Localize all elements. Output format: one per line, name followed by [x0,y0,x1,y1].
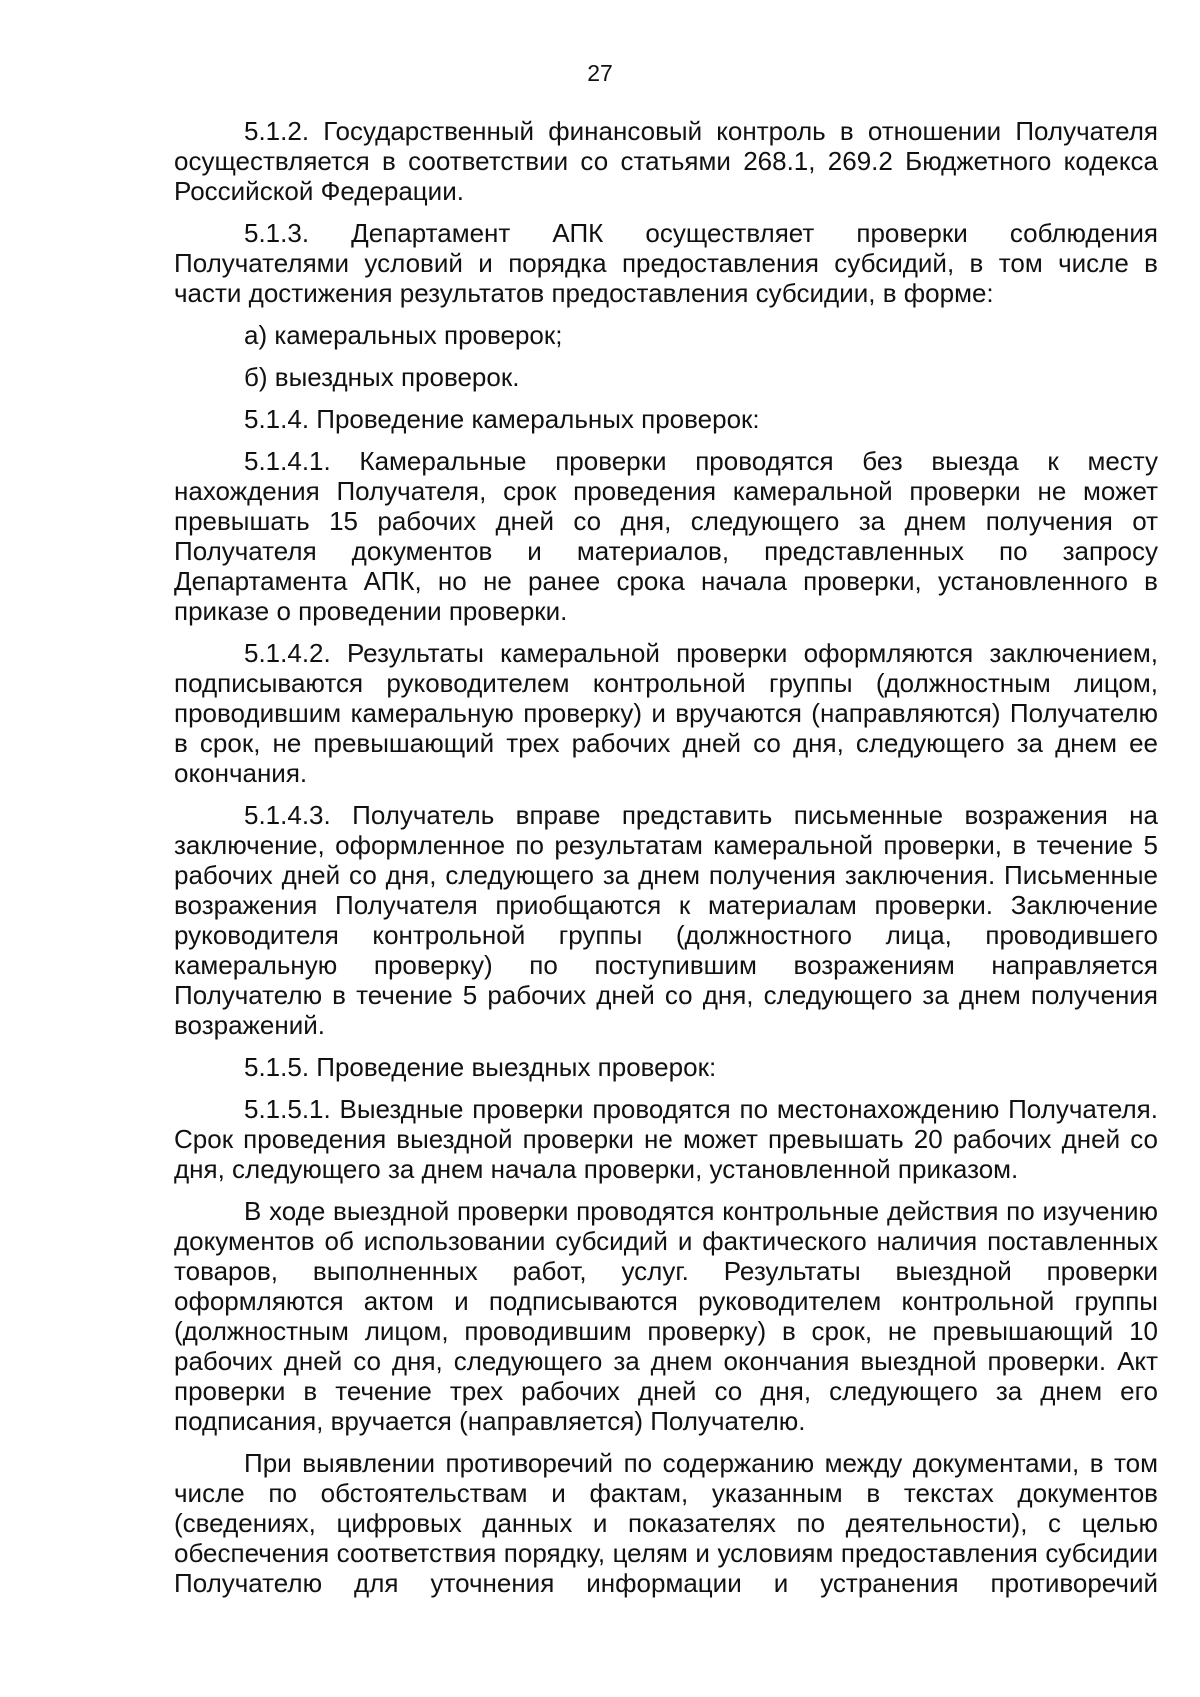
paragraph-5-1-3: 5.1.3. Департамент АПК осуществляет проверки соблюдения Получателями условий и порядка предоставления субсидий, в том числе в части достижения результатов предоставления субсидии, в форме: [174,218,1158,308]
page-number: 27 [587,60,613,86]
list-item-b: б) выездных проверок. [244,362,520,392]
paragraph-contradictions: При выявлении противоречий по содержанию между документами, в том числе по обстоятельствам и фактам, указанным в текстах документов (сведениях, цифровых данных и показателях по деятельности), с целью обеспечения соответствия порядку, целям и условиям предоставления субсидии Получателю для уточнения информации и устранения противоречий [174,1448,1158,1598]
paragraph-5-1-4-3: 5.1.4.3. Получатель вправе представить письменные возражения на заключение, оформленное по результатам камеральной проверки, в течение 5 рабочих дней со дня, следующего за днем получения заключения. Письменные возражения Получателя приобщаются к материалам проверки. Заключение руководителя контрольной группы (должностного лица, проводившего камеральную проверку) по поступившим возражениям направляется Получателю в течение 5 рабочих дней со дня, следующего за днем получения возражений. [174,800,1158,1040]
paragraph-5-1-4-2: 5.1.4.2. Результаты камеральной проверки оформляются заключением, подписываются руководителем контрольной группы (должностным лицом, проводившим камеральную проверку) и вручаются (направляются) Получателю в срок, не превышающий трех рабочих дней со дня, следующего за днем ее окончания. [174,638,1158,788]
paragraph-5-1-5: 5.1.5. Проведение выездных проверок: [244,1052,717,1082]
list-item-a: а) камеральных проверок; [244,320,563,350]
paragraph-5-1-5-1: 5.1.5.1. Выездные проверки проводятся по местонахождению Получателя. Срок проведения выездной проверки не может превышать 20 рабочих дней со дня, следующего за днем начала проверки, установленной приказом. [174,1094,1158,1184]
paragraph-5-1-2: 5.1.2. Государственный финансовый контроль в отношении Получателя осуществляется в соответствии со статьями 268.1, 269.2 Бюджетного кодекса Российской Федерации. [174,116,1158,206]
paragraph-5-1-4: 5.1.4. Проведение камеральных проверок: [244,404,760,434]
document-body [174,116,1158,1598]
paragraph-5-1-4-1: 5.1.4.1. Камеральные проверки проводятся без выезда к месту нахождения Получателя, срок проведения камеральной проверки не может превышать 15 рабочих дней со дня, следующего за днем получения от Получателя документов и материалов, представленных по запросу Департамента АПК, но не ранее срока начала проверки, установленного в приказе о проведении проверки. [174,446,1158,626]
paragraph-field-inspection: В ходе выездной проверки проводятся контрольные действия по изучению документов об использовании субсидий и фактического наличия поставленных товаров, выполненных работ, услуг. Результаты выездной проверки оформляются актом и подписываются руководителем контрольной группы (должностным лицом, проводившим проверку) в срок, не превышающий 10 рабочих дней со дня, следующего за днем окончания выездной проверки. Акт проверки в течение трех рабочих дней со дня, следующего за днем его подписания, вручается (направляется) Получателю. [174,1196,1158,1436]
